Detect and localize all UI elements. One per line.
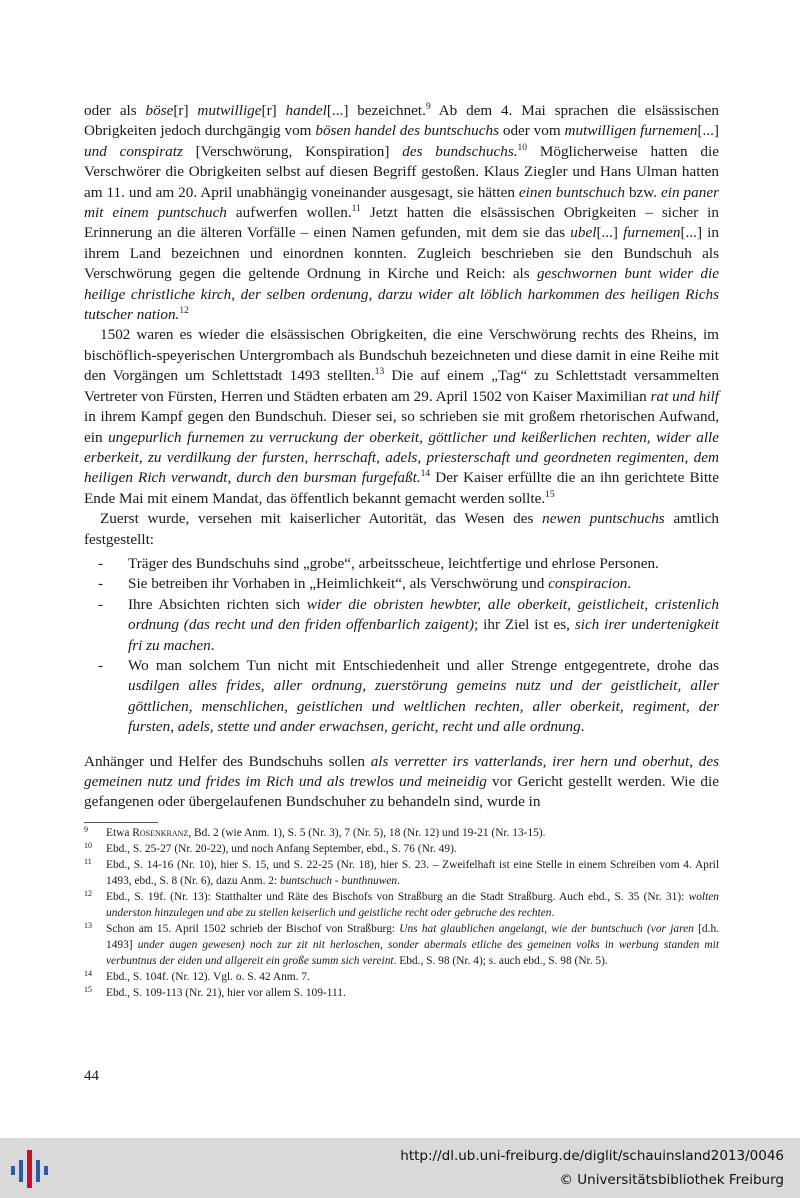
ub-freiburg-logo-icon[interactable] <box>8 1146 52 1190</box>
document-url[interactable]: http://dl.ub.uni-freiburg.de/diglit/schauinsland2013/0046 <box>400 1148 784 1164</box>
footnote-ref: 9 <box>425 101 431 112</box>
paragraph-1: oder als böse[r] mutwillige[r] handel[...] bezeichnet.$^9$ Ab dem 4. Mai sprachen die elsässischen Obrigkeiten jedoch durchgängig vom bösen handel des buntschuchs oder vom mutwilligen furnemen[...] und conspiratz [Verschwörung, Konspiration] des bundschuchs.$^{10}$ Möglicherweise hatten die Verschwörer die Obrigkeiten selbst auf diesen Begriff gestoßen. Klaus Ziegler und Hans Ulman hatten am 11. und am 20. April unabhängig voneinander ausgesagt, sie hätten einen buntschuch bzw. ein paner mit einem puntschuch aufwerfen wollen.$^{11}$ Jetzt hatten die elsässischen Obrigkeiten – sicher in Erinnerung an die älteren Vorfälle – einen Namen gefunden, mit dem sie das ubel[...] furnemen[...] in ihrem Land bezeichnen und einordnen konnten. Zugleich beschrieben sie den Bundschuh als Verschwörung gegen die geltende Ordnung in Kirche und Reich: als geschwornen bunt wider die heilige christliche kirch, der selben ordenung, darzu wider alt löblich harkommen des heiligen Richs tutscher nation.$^{12}$ <box>84 101 719 324</box>
footnote-ref: 12 <box>179 306 189 316</box>
bullet-list <box>84 554 719 738</box>
footnote: 12 Ebd., S. 19f. (Nr. 13): Statthalter und Räte des Bischofs von Straßburg an die Stadt Straßburg. Auch ebd., S. 35 (Nr. 31): wolten underston hinzulegen und abe zu stellen keiserlich und geistliche recht oder gebruche des rechten. <box>84 889 719 919</box>
page-number: 44 <box>84 1068 99 1084</box>
list-item: - Ihre Absichten richten sich wider die obristen hewbter, alle oberkeit, geistlicheit, cristenlich ordnung (das recht und den friden offenbarlich zaigent); ihr Ziel ist es, sich irer undertenigkeit fri zu machen. <box>84 595 719 656</box>
footnote-ref: 11 <box>351 203 361 214</box>
footnote: 13 Schon am 15. April 1502 schrieb der Bischof von Straßburg: Uns hat glaublichen angelangt, wie der buntschuch (vor jaren [d.h. 1493] under augen gewesen) noch zur zit nit herloschen, sonder abermals etliche des gemeinen volks in werbung standen mit verbuntnus der eiden und allgereit ein große summ sich vereint. Ebd., S. 98 (Nr. 4); s. auch ebd., S. 98 (Nr. 5). <box>84 921 719 967</box>
body-text <box>84 101 719 813</box>
paragraph-2: 1502 waren es wieder die elsässischen Obrigkeiten, die eine Verschwörung rechts des Rheins, im bischöflich-speyerischen Untergrombach als Bundschuh bezeichneten und diese damit in eine Reihe mit den Vorgängen um Schlettstadt 1493 stellten.$^{13}$ Die auf einem „Tag“ zu Schlettstadt versammelten Vertreter von Fürsten, Herren und Städten erbaten am 29. April 1502 von Kaiser Maximilian rat und hilf in ihrem Kampf gegen den Bundschuh. Dieser sei, so schrieben sie mit großem rhetorischen Aufwand, ein ungepurlich furnemen zu verruckung der oberkeit, göttlicher und keißerlichen rechten, wider alle erberkeit, zu verdilkung der fursten, herrschaft, adels, priesterschaft und geordneten regimenten, dem heiligen Rich verwandt, durch den bursman furgefaßt.$^{14}$ Der Kaiser erfüllte die an ihn gerichtete Bitte Ende Mai mit einem Mandat, das öffentlich bekannt gemacht werden sollte.$^{15}$ <box>84 326 719 507</box>
footnote: 11 Ebd., S. 14-16 (Nr. 10), hier S. 15, und S. 22-25 (Nr. 18), hier S. 23. – Zweifelhaft ist eine Stelle in einem Schreiben vom 4. April 1493, ebd., S. 8 (Nr. 6), dazu Anm. 2: buntschuch - bunthnuwen. <box>84 857 719 887</box>
footnote-ref: 15 <box>545 489 555 500</box>
list-item: - Wo man solchem Tun nicht mit Entschiedenheit und aller Strenge entgegentrete, drohe das usdilgen alles frides, aller ordnung, zuerstörung gemeins nutz und der geistlicheit, aller göttlichen, menschlichen, geistlichen und weltlichen rechten, aller oberkeit, regiment, der fursten, adels, stette und ander erwachsen, gericht, recht und alle ordnung. <box>84 656 719 738</box>
footnote-ref: 10 <box>517 142 528 153</box>
footnote-ref: 14 <box>420 469 431 480</box>
footnotes <box>84 825 719 1001</box>
list-item: - Sie betreiben ihr Vorhaben in „Heimlichkeit“, als Verschwörung und conspiracion. <box>84 574 719 594</box>
footnote-ref: 13 <box>374 367 385 378</box>
footnote: 14 Ebd., S. 104f. (Nr. 12). Vgl. o. S. 42 Anm. 7. <box>84 969 310 983</box>
paragraph-4: Anhänger und Helfer des Bundschuhs sollen als verretter irs vatterlands, irer hern und oberhut, des gemeinen nutz und frides im Rich und als trewlos und meineidig vor Gericht gestellt werden. Wie die gefangenen oder übergelaufenen Bundschuher zu behandeln sind, wurde in <box>84 752 719 811</box>
list-item: - Träger des Bundschuhs sind „grobe“, arbeitsscheue, leichtfertige und ehrlose Personen. <box>84 554 719 574</box>
paragraph-3: Zuerst wurde, versehen mit kaiserlicher Autorität, das Wesen des newen puntschuchs amtlich festgestellt: <box>84 510 719 548</box>
library-footer <box>0 1138 800 1198</box>
footnote: 15 Ebd., S. 109-113 (Nr. 21), hier vor allem S. 109-111. <box>84 985 346 999</box>
footnote: 10 Ebd., S. 25-27 (Nr. 20-22), und noch Anfang September, ebd., S. 76 (Nr. 49). <box>84 841 457 855</box>
footnote-divider <box>84 822 158 823</box>
copyright-text: © Universitätsbibliothek Freiburg <box>559 1172 784 1188</box>
footnote: 9 Etwa Rosenkranz, Bd. 2 (wie Anm. 1), S. 5 (Nr. 3), 7 (Nr. 5), 18 (Nr. 12) und 19-21 (Nr. 13-15). <box>84 825 546 839</box>
